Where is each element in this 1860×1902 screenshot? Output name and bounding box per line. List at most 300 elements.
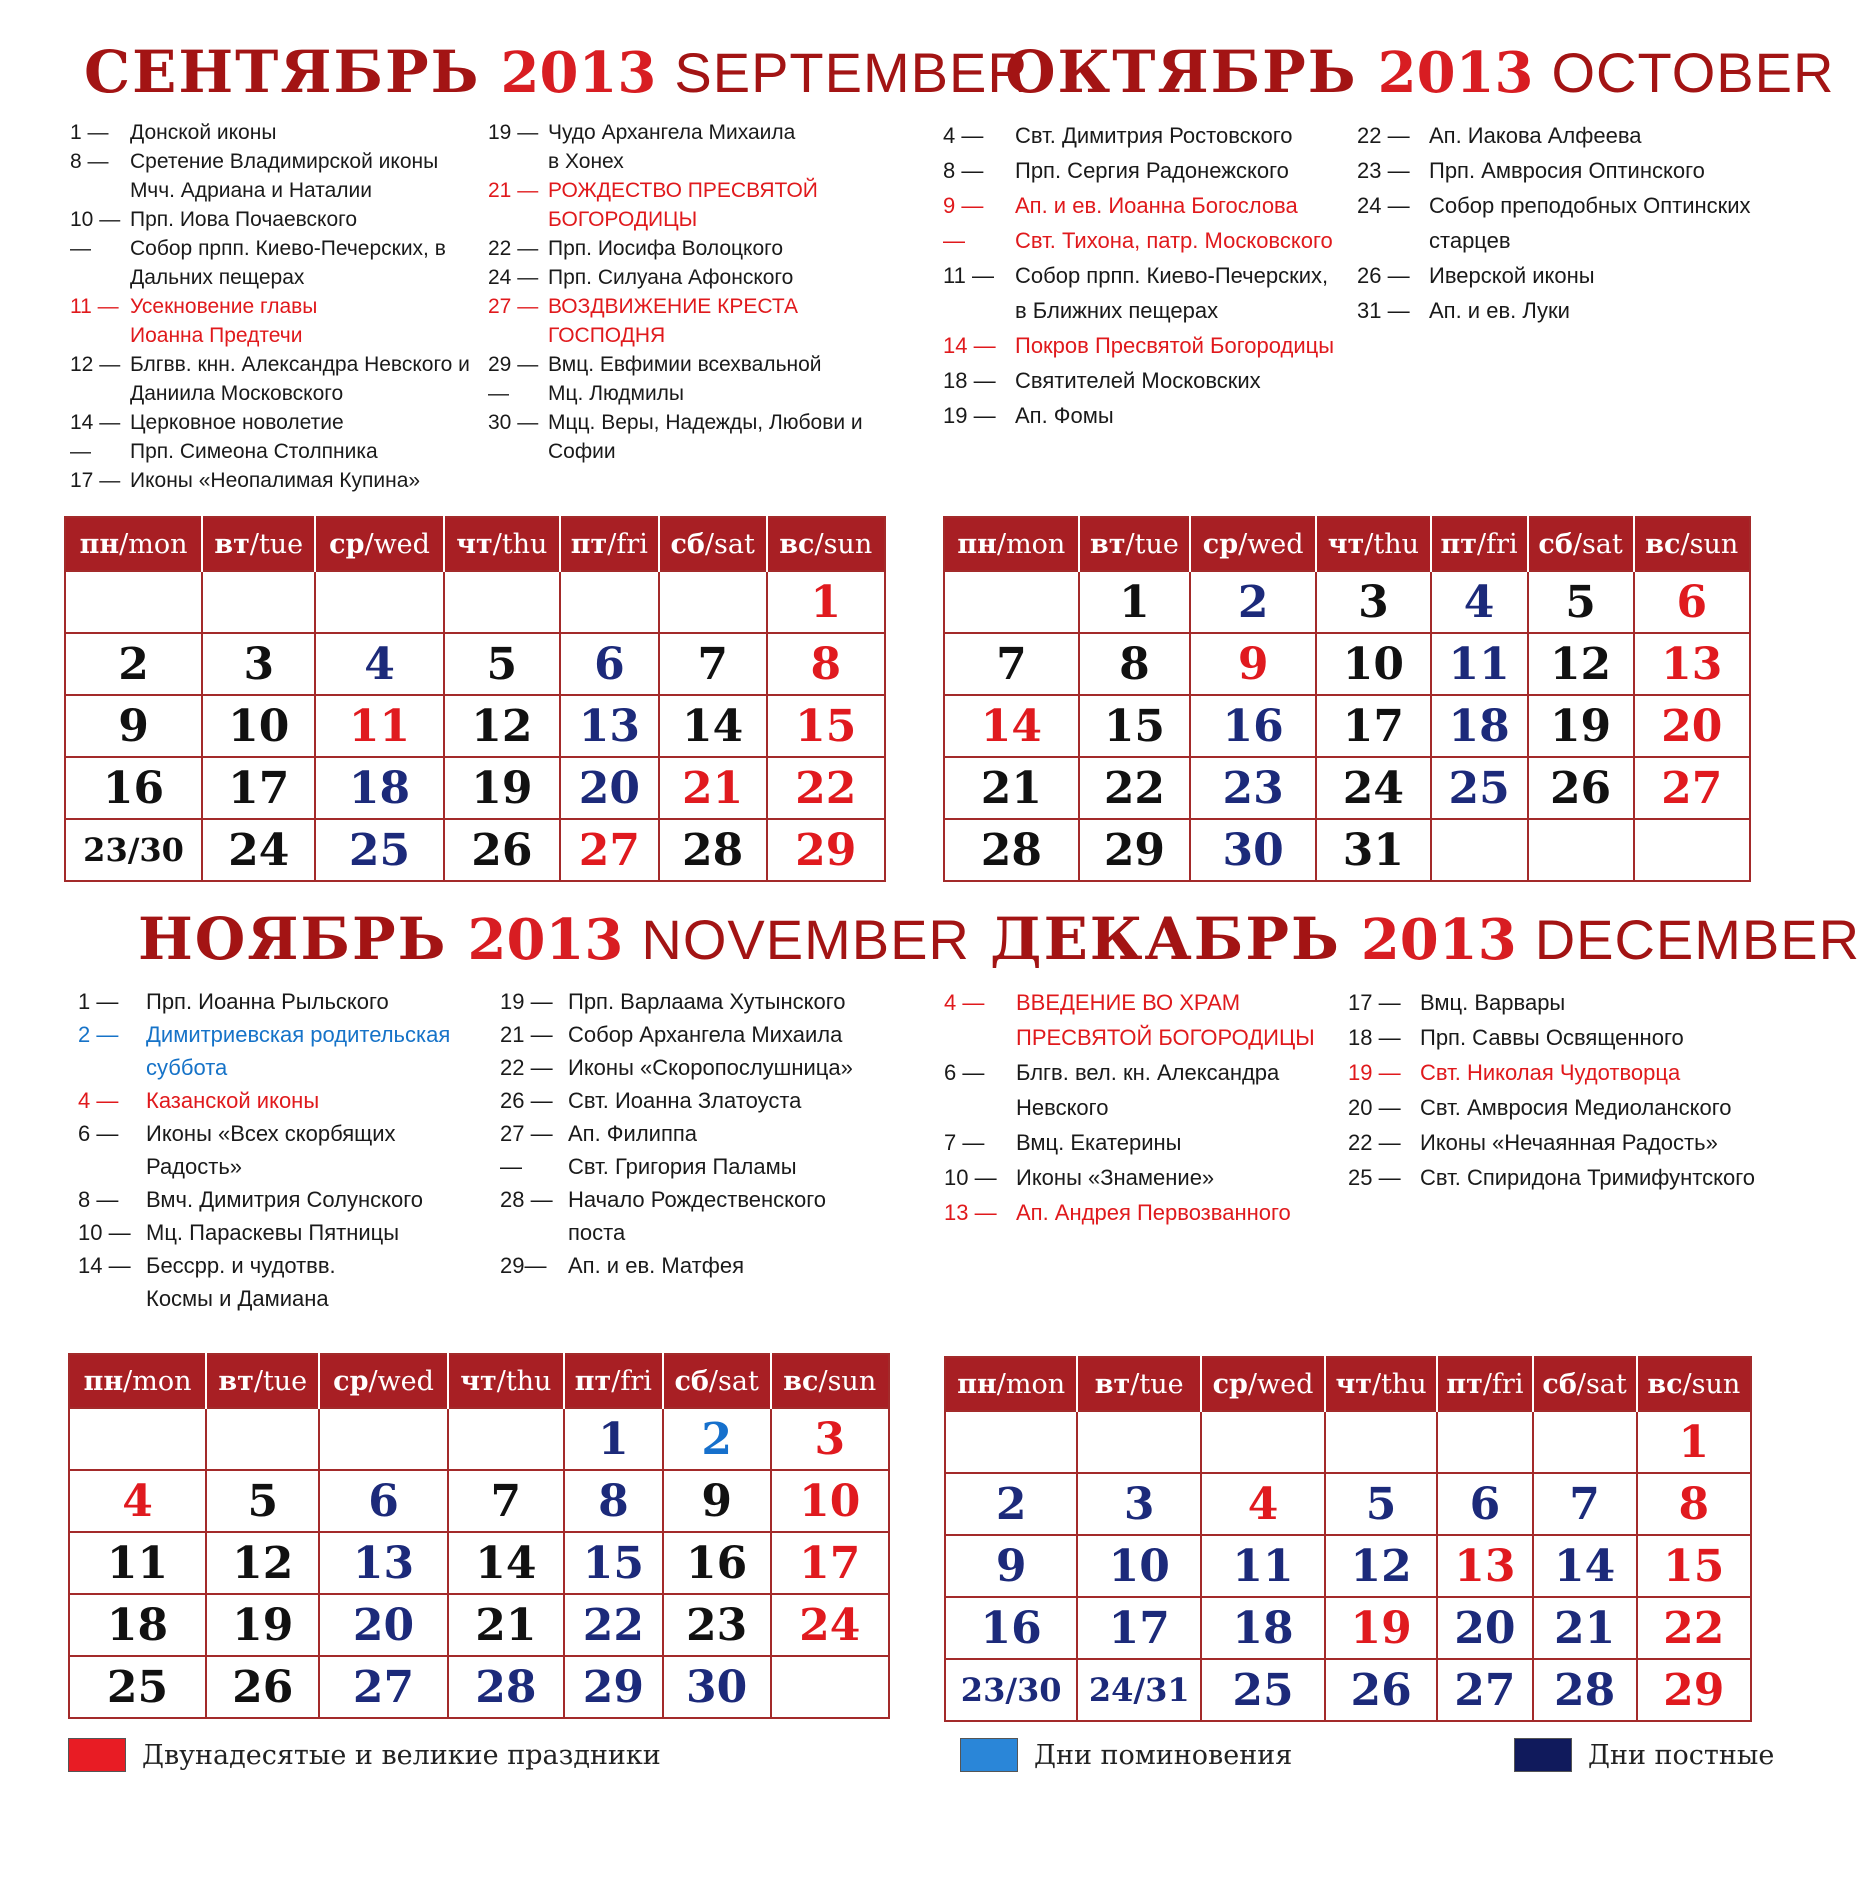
weekday-en: sat [1585, 1368, 1627, 1400]
calendar-grid [944, 1356, 1752, 1722]
feast-day: 8 — [70, 150, 109, 173]
feast-name [130, 408, 470, 437]
day-cell [69, 1408, 206, 1470]
feast-day: 29— [500, 1253, 547, 1278]
weekday-header-row [944, 517, 1750, 571]
feast-day: 8 — [78, 1187, 119, 1212]
feast-item [70, 408, 470, 437]
feast-item [78, 1084, 450, 1117]
feast-day: 23 — [1357, 158, 1410, 183]
feast-name [130, 350, 470, 408]
weekday-ru: пт [1446, 1368, 1483, 1400]
feast-column [488, 118, 863, 466]
weekday-ru: сб [674, 1365, 709, 1397]
feast-item [1348, 1160, 1755, 1195]
feast-item [488, 176, 863, 234]
feast-name-line: Ап. Фомы [1015, 403, 1114, 428]
weekday-header [1190, 517, 1316, 571]
week-row [65, 757, 885, 819]
feast-item [70, 118, 470, 147]
day-cell: 10 [202, 695, 315, 757]
day-cell: 9 [663, 1470, 771, 1532]
day-cell: 9 [65, 695, 202, 757]
feast-column [70, 118, 470, 495]
weekday-slash: / [1572, 528, 1582, 560]
day-cell: 29 [1637, 1659, 1751, 1721]
feast-list [943, 118, 1773, 513]
feast-name [1420, 985, 1755, 1020]
feast-name [1015, 153, 1334, 188]
feast-item [944, 985, 1315, 1055]
week-row [944, 819, 1750, 881]
feast-name [1429, 258, 1751, 293]
day-cell: 22 [1079, 757, 1190, 819]
day-cell: 18 [315, 757, 443, 819]
feast-name [146, 1018, 450, 1084]
month-oct [943, 38, 1835, 876]
feast-name [1016, 985, 1315, 1055]
feast-day: 4 — [944, 990, 985, 1015]
day-cell: 16 [1190, 695, 1316, 757]
feast-name-line: Святителей Московских [1015, 368, 1261, 393]
feast-item [70, 292, 470, 350]
week-row [69, 1594, 889, 1656]
day-cell: 18 [1431, 695, 1528, 757]
day-cell: 29 [564, 1656, 663, 1718]
feast-name-line: в Хонех [548, 150, 624, 173]
weekday-ru: пн [957, 528, 997, 560]
day-cell: 30 [1190, 819, 1316, 881]
feast-name-line: Прп. Силуана Афонского [548, 266, 794, 289]
day-cell: 26 [206, 1656, 319, 1718]
feast-name-line: Казанской иконы [146, 1088, 320, 1113]
feast-name-line: Чудо Архангела Михаила [548, 121, 796, 144]
day-cell: 21 [944, 757, 1079, 819]
feast-day: 22 — [1357, 123, 1410, 148]
feast-day: — [943, 228, 965, 253]
feast-name [1015, 328, 1334, 363]
day-cell [1634, 819, 1750, 881]
week-row [65, 695, 885, 757]
weekday-header [1201, 1357, 1325, 1411]
weekday-ru: вс [1645, 528, 1681, 560]
day-cell: 21 [659, 757, 767, 819]
feast-name-line: Ап. Иакова Алфеева [1429, 123, 1642, 148]
feast-name-line: старцев [1429, 228, 1511, 253]
day-cell: 23/30 [65, 819, 202, 881]
weekday-slash: / [611, 1365, 621, 1397]
weekday-header [1325, 1357, 1437, 1411]
month-title [64, 38, 1029, 118]
weekday-slash: / [1482, 1368, 1492, 1400]
weekday-en: thu [1381, 1368, 1427, 1400]
weekday-header [560, 517, 659, 571]
feast-day: 21 — [500, 1022, 553, 1047]
day-cell: 13 [319, 1532, 447, 1594]
feast-name [1429, 188, 1751, 258]
feast-item [1357, 293, 1751, 328]
feast-name [146, 1117, 450, 1183]
week-row [945, 1597, 1751, 1659]
day-cell: 26 [1528, 757, 1634, 819]
day-cell [1431, 819, 1528, 881]
weekday-ru: вт [1090, 528, 1126, 560]
weekday-header-row [69, 1354, 889, 1408]
week-row [945, 1473, 1751, 1535]
feast-name-line: Прп. Иова Почаевского [130, 208, 358, 231]
feast-name-line: Иконы «Скоропослушница» [568, 1055, 853, 1080]
day-cell [560, 571, 659, 633]
weekday-slash: / [814, 528, 824, 560]
day-cell: 17 [771, 1532, 890, 1594]
day-cell: 22 [767, 757, 886, 819]
week-row [69, 1532, 889, 1594]
day-cell: 2 [663, 1408, 771, 1470]
weekday-header [202, 517, 315, 571]
month-title [944, 905, 1860, 985]
feast-name [548, 176, 863, 234]
feast-name [568, 1018, 853, 1051]
week-row [944, 571, 1750, 633]
feast-name-line: Димитриевская родительская [146, 1022, 451, 1047]
feast-day: — [488, 382, 509, 405]
day-cell: 12 [1528, 633, 1634, 695]
feast-item [500, 1150, 853, 1183]
weekday-en: wed [1247, 528, 1304, 560]
day-cell: 3 [202, 633, 315, 695]
feast-day: 30 — [488, 411, 539, 434]
feast-name-line: Прп. Амвросия Оптинского [1429, 158, 1705, 183]
feast-name [568, 1117, 853, 1150]
weekday-slash: / [708, 1365, 718, 1397]
feast-name-line: Свт. Амвросия Медиоланского [1420, 1095, 1732, 1120]
day-cell: 25 [69, 1656, 206, 1718]
weekday-ru: сб [1542, 1368, 1577, 1400]
weekday-en: mon [128, 528, 188, 560]
feast-day: 12 — [70, 353, 121, 376]
feast-name [1420, 1090, 1755, 1125]
feast-name-line: Иоанна Предтечи [130, 324, 303, 347]
weekday-header [319, 1354, 447, 1408]
feast-item [70, 234, 470, 292]
feast-name [1420, 1020, 1755, 1055]
feast-name [146, 1084, 450, 1117]
feast-name [130, 437, 470, 466]
weekday-header [945, 1357, 1077, 1411]
day-cell: 27 [560, 819, 659, 881]
feast-item [943, 398, 1334, 433]
weekday-ru: чт [456, 528, 493, 560]
weekday-en: sun [1689, 528, 1739, 560]
weekday-header [771, 1354, 890, 1408]
weekday-en: sat [714, 528, 755, 560]
feast-name [130, 234, 470, 292]
feast-name-line: Церковное новолетие [130, 411, 344, 434]
weekday-en: sun [1691, 1368, 1741, 1400]
feast-name-line: в Ближних пещерах [1015, 298, 1219, 323]
feast-item [1357, 118, 1751, 153]
feast-name-line: Бессрр. и чудотвв. [146, 1253, 336, 1278]
feast-day: 14 — [70, 411, 121, 434]
feast-name [1429, 118, 1751, 153]
week-row [65, 819, 885, 881]
weekday-en: thu [1373, 528, 1419, 560]
feast-day: 26 — [1357, 263, 1410, 288]
feast-day: 20 — [1348, 1095, 1401, 1120]
day-cell: 4 [315, 633, 443, 695]
day-cell: 19 [1528, 695, 1634, 757]
weekday-ru: ср [329, 528, 365, 560]
feast-name-line: Мц. Людмилы [548, 382, 685, 405]
month-title [66, 905, 970, 985]
weekday-header-row [945, 1357, 1751, 1411]
feast-name-line: Дальних пещерах [130, 266, 305, 289]
weekday-en: sat [718, 1365, 759, 1397]
feast-name-line: Мчч. Адриана и Наталии [130, 179, 372, 202]
weekday-ru: сб [670, 528, 705, 560]
feast-name-line: Прп. Саввы Освященного [1420, 1025, 1684, 1050]
feast-item [943, 118, 1334, 153]
month-title-year: 2013 [1360, 907, 1517, 973]
feast-item [78, 1249, 450, 1315]
day-cell: 14 [1533, 1535, 1637, 1597]
feast-item [1357, 188, 1751, 258]
feast-item [500, 1051, 853, 1084]
weekday-slash: / [1682, 1368, 1692, 1400]
day-cell: 13 [1437, 1535, 1532, 1597]
feast-day: — [70, 440, 91, 463]
day-cell [1077, 1411, 1201, 1473]
weekday-en: mon [1005, 1368, 1066, 1400]
weekday-en: wed [377, 1365, 434, 1397]
feast-list [944, 985, 1774, 1380]
day-cell: 20 [319, 1594, 447, 1656]
week-row [69, 1408, 889, 1470]
feast-item [1348, 985, 1755, 1020]
feast-name-line: Вмч. Димитрия Солунского [146, 1187, 423, 1212]
weekday-header [1533, 1357, 1637, 1411]
weekday-ru: вс [779, 528, 815, 560]
weekday-ru: чт [1335, 1368, 1372, 1400]
feast-item [500, 1117, 853, 1150]
feast-name-line: поста [568, 1220, 626, 1245]
feast-day: — [70, 237, 91, 260]
week-row [65, 571, 885, 633]
feast-name-line: Свт. Димитрия Ростовского [1015, 123, 1293, 148]
feast-day: 8 — [943, 158, 984, 183]
day-cell: 20 [560, 757, 659, 819]
month-title-en: NOVEMBER [641, 908, 970, 971]
day-cell: 20 [1437, 1597, 1532, 1659]
feast-name-line: Прп. Иоанна Рыльского [146, 989, 389, 1014]
day-cell: 29 [767, 819, 886, 881]
day-cell: 27 [1634, 757, 1750, 819]
legend-label: Дни поминовения [1034, 1739, 1293, 1771]
weekday-ru: вт [1094, 1368, 1131, 1400]
month-dec [944, 905, 1860, 1716]
day-cell: 4 [1201, 1473, 1325, 1535]
weekday-slash: / [496, 1365, 506, 1397]
feast-day: 2 — [78, 1022, 119, 1047]
feast-day: 18 — [1348, 1025, 1401, 1050]
feast-day: 21 — [488, 179, 539, 202]
feast-day: 4 — [943, 123, 984, 148]
feast-day: 19 — [500, 989, 553, 1014]
feast-day: 1 — [70, 121, 109, 144]
day-cell: 1 [1637, 1411, 1751, 1473]
day-cell: 8 [767, 633, 886, 695]
day-cell: 24/31 [1077, 1659, 1201, 1721]
day-cell [444, 571, 560, 633]
feast-day: 25 — [1348, 1165, 1401, 1190]
legend-swatch [960, 1738, 1018, 1772]
feast-name-line: Блгвв. кнн. Александра Невского и [130, 353, 470, 376]
feast-item [488, 292, 863, 350]
feast-name [146, 1183, 450, 1216]
day-cell: 23 [663, 1594, 771, 1656]
month-nov [66, 905, 970, 1713]
weekday-slash: / [607, 528, 617, 560]
day-cell: 5 [444, 633, 560, 695]
feast-name [548, 234, 863, 263]
feast-name [1015, 223, 1334, 258]
feast-name-line: Свт. Николая Чудотворца [1420, 1060, 1681, 1085]
day-cell: 28 [944, 819, 1079, 881]
feast-name-line: Прп. Варлаама Хутынского [568, 989, 846, 1014]
feast-name [568, 1084, 853, 1117]
feast-name [146, 1249, 450, 1315]
week-row [69, 1470, 889, 1532]
feast-name-line: Ап. Филиппа [568, 1121, 698, 1146]
feast-day: 26 — [500, 1088, 553, 1113]
feast-item [70, 147, 470, 205]
weekday-en: sat [1581, 528, 1623, 560]
feast-name-line: РОЖДЕСТВО ПРЕСВЯТОЙ [548, 179, 818, 202]
day-cell [315, 571, 443, 633]
feast-name-line: Ап. Андрея Первозванного [1016, 1200, 1291, 1225]
feast-name [146, 1216, 450, 1249]
weekday-slash: / [1125, 528, 1135, 560]
feast-name [568, 1249, 853, 1282]
weekday-header [1316, 517, 1430, 571]
day-cell: 21 [1533, 1597, 1637, 1659]
day-cell: 18 [69, 1594, 206, 1656]
month-title-year: 2013 [467, 907, 624, 973]
weekday-slash: / [368, 1365, 378, 1397]
day-cell: 1 [564, 1408, 663, 1470]
day-cell: 5 [1325, 1473, 1437, 1535]
legend-swatch [1514, 1738, 1572, 1772]
feast-name-line: Свт. Григория Паламы [568, 1154, 797, 1179]
feast-name [130, 118, 470, 147]
day-cell: 24 [771, 1594, 890, 1656]
feast-day: 18 — [943, 368, 996, 393]
feast-name-line: Ап. и ев. Луки [1429, 298, 1570, 323]
weekday-slash: / [1680, 528, 1690, 560]
day-cell [206, 1408, 319, 1470]
weekday-slash: / [253, 1365, 263, 1397]
day-cell: 30 [663, 1656, 771, 1718]
feast-name [568, 985, 853, 1018]
day-cell: 23/30 [945, 1659, 1077, 1721]
weekday-ru: пн [83, 1365, 124, 1397]
feast-name-line: Мц. Параскевы Пятницы [146, 1220, 400, 1245]
day-cell: 4 [69, 1470, 206, 1532]
feast-item [1357, 258, 1751, 293]
feast-name [568, 1051, 853, 1084]
feast-day: 17 — [70, 469, 121, 492]
weekday-header [1437, 1357, 1532, 1411]
weekday-ru: пт [570, 528, 608, 560]
weekday-slash: / [1576, 1368, 1586, 1400]
feast-day: 31 — [1357, 298, 1410, 323]
feast-item [944, 1195, 1315, 1230]
feast-name [1420, 1055, 1755, 1090]
weekday-ru: ср [1202, 528, 1239, 560]
feast-column [78, 985, 450, 1315]
feast-name [1015, 118, 1334, 153]
feast-name [130, 292, 470, 350]
weekday-header [444, 517, 560, 571]
day-cell: 5 [1528, 571, 1634, 633]
feast-item [70, 205, 470, 234]
day-cell: 11 [69, 1532, 206, 1594]
weekday-ru: вс [1647, 1368, 1683, 1400]
day-cell: 19 [444, 757, 560, 819]
weekday-slash: / [996, 528, 1007, 560]
calendar-grid [943, 516, 1751, 882]
weekday-en: fri [616, 528, 648, 560]
feast-day: 22 — [488, 237, 539, 260]
feast-day: 27 — [500, 1121, 553, 1146]
month-title-year: 2013 [1377, 40, 1534, 106]
day-cell: 8 [1079, 633, 1190, 695]
weekday-header [206, 1354, 319, 1408]
month-title-en: DECEMBER [1534, 908, 1860, 971]
weekday-slash: / [492, 528, 502, 560]
feast-name [548, 408, 863, 466]
weekday-header [1431, 517, 1528, 571]
weekday-en: wed [373, 528, 430, 560]
feast-name-line: Вмц. Екатерины [1016, 1130, 1182, 1155]
feast-item [943, 188, 1334, 223]
day-cell [944, 571, 1079, 633]
day-cell: 15 [1079, 695, 1190, 757]
feast-name-line: Даниила Московского [130, 382, 344, 405]
week-row [69, 1656, 889, 1718]
weekday-header [944, 517, 1079, 571]
weekday-header [1637, 1357, 1751, 1411]
weekday-slash: / [1364, 528, 1374, 560]
feast-list [66, 985, 896, 1380]
feast-day: 19 — [1348, 1060, 1401, 1085]
day-cell: 22 [1637, 1597, 1751, 1659]
day-cell: 15 [767, 695, 886, 757]
day-cell [1437, 1411, 1532, 1473]
day-cell: 25 [1431, 757, 1528, 819]
day-cell: 6 [1634, 571, 1750, 633]
feast-name-line: Радость» [146, 1154, 243, 1179]
weekday-slash: / [1371, 1368, 1382, 1400]
weekday-header [448, 1354, 564, 1408]
feast-item [488, 263, 863, 292]
weekday-en: fri [620, 1365, 652, 1397]
day-cell: 6 [319, 1470, 447, 1532]
weekday-header [65, 517, 202, 571]
weekday-en: thu [505, 1365, 552, 1397]
feast-item [500, 1018, 853, 1051]
weekday-ru: пт [1440, 528, 1477, 560]
